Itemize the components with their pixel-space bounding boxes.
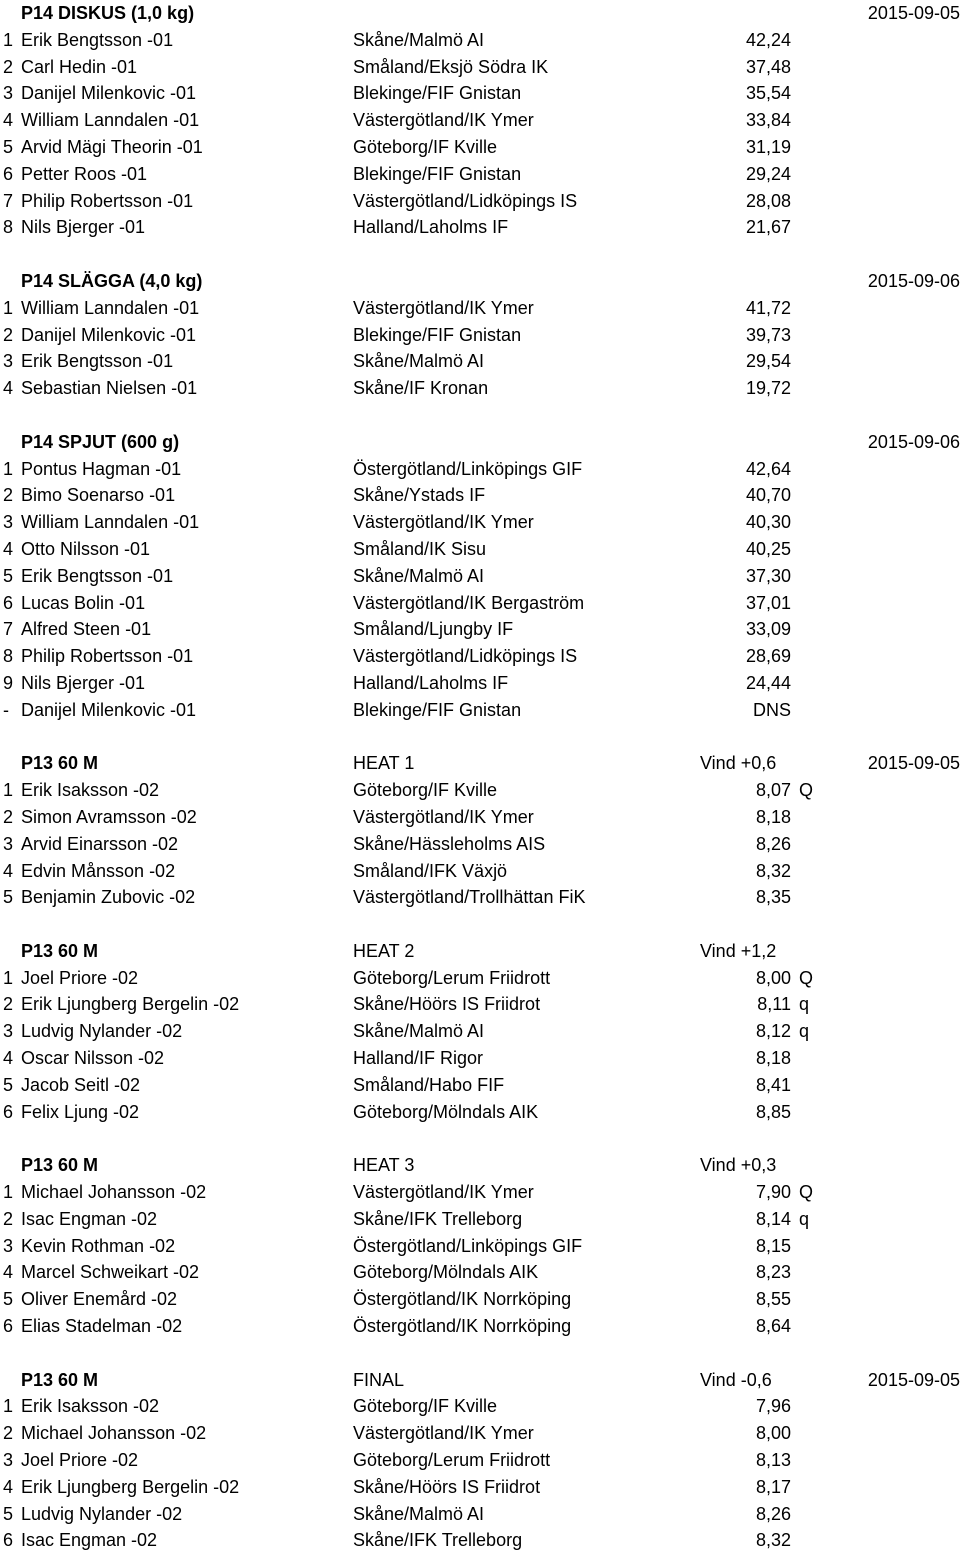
result-value: 8,14 [755,1208,791,1229]
section-spacer [0,241,960,268]
result-place: 1 [3,458,14,479]
athlete-club: Västergötland/IK Ymer [353,297,534,318]
qualification-mark: q [799,1021,810,1042]
result-value: 42,24 [745,29,791,50]
result-row [0,563,960,590]
event-date: 2015-09-05 [867,3,960,23]
athlete-club: Göteborg/IF Kville [353,1396,498,1417]
event-section [0,0,960,241]
athlete-club: Skåne/Malmö AI [353,565,485,586]
athlete-club: Östergötland/IK Norrköping [353,1289,572,1310]
result-value: 8,12 [755,1021,791,1042]
result-place: 8 [3,646,14,667]
athlete-name: Edvin Månsson -02 [21,860,176,881]
event-section [0,268,960,402]
result-place: 5 [3,1503,14,1524]
result-value: 8,18 [755,806,791,827]
qualification-mark: Q [799,967,814,988]
event-heat: FINAL [353,1369,405,1390]
result-place: 1 [3,967,14,988]
qualification-mark: q [799,994,810,1015]
event-heat: HEAT 2 [353,940,415,961]
athlete-club: Småland/IK Sisu [353,538,487,559]
result-value: 8,41 [755,1074,791,1095]
result-place: 7 [3,190,14,211]
result-value: DNS [752,699,791,720]
result-row [0,616,960,643]
athlete-club: Småland/IFK Växjö [353,860,508,881]
athlete-name: Erik Bengtsson -01 [21,29,174,50]
athlete-club: Östergötland/Linköpings GIF [353,458,583,479]
result-place: 2 [3,1423,14,1444]
result-value: 28,69 [745,646,791,667]
qualification-mark: Q [799,1182,814,1203]
result-value: 40,30 [745,512,791,533]
result-value: 8,26 [755,1503,791,1524]
result-place: 1 [3,1182,14,1203]
athlete-name: Erik Ljungberg Bergelin -02 [21,1476,240,1497]
athlete-club: Blekinge/FIF Gnistan [353,83,522,104]
event-header [0,429,960,456]
athlete-name: Danijel Milenkovic -01 [21,699,197,720]
result-place: 3 [3,1450,14,1471]
athlete-name: Simon Avramsson -02 [21,806,197,827]
event-heat: HEAT 3 [353,1155,415,1176]
athlete-club: Småland/Habo FIF [353,1074,505,1095]
result-place: 3 [3,351,14,372]
result-row [0,884,960,911]
result-value: 8,32 [755,1530,791,1551]
result-place: 5 [3,887,14,908]
event-title: P14 DISKUS (1,0 kg) [21,3,195,23]
result-place: 6 [3,592,14,613]
result-place: 1 [3,780,14,801]
athlete-name: Alfred Steen -01 [21,619,152,640]
athlete-name: Erik Isaksson -02 [21,1396,160,1417]
result-place: 9 [3,672,14,693]
result-row [0,1259,960,1286]
athlete-club: Halland/IF Rigor [353,1048,484,1069]
result-row [0,991,960,1018]
athlete-name: Pontus Hagman -01 [21,458,182,479]
result-value: 40,25 [745,538,791,559]
result-place: 4 [3,1262,14,1283]
result-row [0,188,960,215]
result-row [0,482,960,509]
result-value: 40,70 [745,485,791,506]
result-value: 24,44 [745,672,791,693]
result-place: 2 [3,56,14,77]
result-row [0,80,960,107]
event-title: P13 60 M [21,940,99,961]
result-value: 8,07 [755,780,791,801]
result-value: 8,13 [755,1450,791,1471]
athlete-club: Skåne/IFK Trelleborg [353,1208,523,1229]
result-row [0,322,960,349]
result-place: 6 [3,1101,14,1122]
result-value: 8,00 [755,967,791,988]
athlete-club: Västergötland/IK Ymer [353,1182,534,1203]
result-value: 31,19 [745,136,791,157]
result-place: 3 [3,1235,14,1256]
result-place: 3 [3,833,14,854]
result-row [0,536,960,563]
result-place: 4 [3,378,14,399]
athlete-club: Skåne/IFK Trelleborg [353,1530,523,1551]
result-value: 33,84 [745,110,791,131]
result-place: 4 [3,860,14,881]
result-place: 5 [3,1289,14,1310]
result-value: 37,01 [745,592,791,613]
result-value: 8,11 [757,994,791,1015]
result-place: 4 [3,1476,14,1497]
athlete-club: Halland/Laholms IF [353,217,509,238]
result-place: 5 [3,1074,14,1095]
athlete-name: William Lanndalen -01 [21,297,200,318]
result-row [0,54,960,81]
result-place: 5 [3,136,14,157]
result-row [0,348,960,375]
result-place: - [3,699,9,720]
result-row [0,1501,960,1528]
result-place: 5 [3,565,14,586]
result-value: 8,64 [755,1316,791,1337]
result-row [0,1018,960,1045]
athlete-name: William Lanndalen -01 [21,110,200,131]
athlete-club: Göteborg/Lerum Friidrott [353,1450,551,1471]
event-header [0,938,960,965]
result-place: 6 [3,1316,14,1337]
result-value: 41,72 [745,297,791,318]
athlete-name: Joel Priore -02 [21,967,139,988]
athlete-club: Blekinge/FIF Gnistan [353,163,522,184]
event-section [0,938,960,1126]
athlete-club: Göteborg/IF Kville [353,780,498,801]
result-row [0,456,960,483]
athlete-name: Felix Ljung -02 [21,1101,140,1122]
result-value: 29,54 [745,351,791,372]
event-date: 2015-09-05 [867,753,960,774]
result-value: 37,30 [745,565,791,586]
result-place: 4 [3,538,14,559]
athlete-club: Halland/Laholms IF [353,672,509,693]
athlete-club: Göteborg/IF Kville [353,136,498,157]
section-spacer [0,911,960,938]
athlete-name: Erik Isaksson -02 [21,780,160,801]
result-row [0,1527,960,1554]
athlete-club: Västergötland/IK Ymer [353,110,534,131]
result-value: 8,18 [755,1048,791,1069]
athlete-club: Göteborg/Mölndals AIK [353,1262,539,1283]
athlete-club: Västergötland/Lidköpings IS [353,646,578,667]
result-row [0,590,960,617]
result-value: 21,67 [745,217,791,238]
event-heat: HEAT 1 [353,753,415,774]
event-header [0,1367,960,1394]
section-spacer [0,724,960,751]
event-section [0,429,960,724]
athlete-name: Jacob Seitl -02 [21,1074,141,1095]
result-row [0,670,960,697]
athlete-name: Joel Priore -02 [21,1450,139,1471]
athlete-name: Bimo Soenarso -01 [21,485,176,506]
result-place: 3 [3,1021,14,1042]
athlete-club: Göteborg/Mölndals AIK [353,1101,539,1122]
athlete-club: Skåne/Höörs IS Friidrot [353,1476,541,1497]
result-place: 2 [3,324,14,345]
athlete-club: Småland/Eksjö Södra IK [353,56,549,77]
athlete-club: Blekinge/FIF Gnistan [353,324,522,345]
result-place: 2 [3,806,14,827]
athlete-name: Kevin Rothman -02 [21,1235,176,1256]
event-wind: Vind +1,2 [700,940,777,961]
event-header [0,1152,960,1179]
result-row [0,27,960,54]
result-row [0,1420,960,1447]
athlete-name: Michael Johansson -02 [21,1423,207,1444]
result-value: 7,90 [755,1182,791,1203]
result-value: 8,35 [755,887,791,908]
result-row [0,295,960,322]
result-row [0,214,960,241]
result-place: 2 [3,485,14,506]
result-row [0,858,960,885]
event-header [0,268,960,295]
result-place: 2 [3,994,14,1015]
result-value: 8,55 [755,1289,791,1310]
result-value: 29,24 [745,163,791,184]
athlete-name: Nils Bjerger -01 [21,672,146,693]
athlete-name: Isac Engman -02 [21,1530,158,1551]
athlete-name: Danijel Milenkovic -01 [21,83,197,104]
result-place: 3 [3,83,14,104]
event-title: P13 60 M [21,1155,99,1176]
event-title: P14 SPJUT (600 g) [21,431,180,452]
athlete-name: Nils Bjerger -01 [21,217,146,238]
result-row [0,134,960,161]
athlete-name: Marcel Schweikart -02 [21,1262,200,1283]
result-row [0,1045,960,1072]
result-value: 8,26 [755,833,791,854]
athlete-name: Oliver Enemård -02 [21,1289,178,1310]
event-wind: Vind -0,6 [700,1369,772,1390]
athlete-club: Västergötland/IK Ymer [353,1423,534,1444]
athlete-club: Småland/Ljungby IF [353,619,514,640]
athlete-club: Skåne/Malmö AI [353,351,485,372]
result-row [0,1313,960,1340]
athlete-name: Philip Robertsson -01 [21,646,194,667]
athlete-name: Erik Bengtsson -01 [21,351,174,372]
event-section [0,1367,960,1554]
athlete-club: Skåne/Malmö AI [353,1021,485,1042]
event-section [0,750,960,911]
event-section [0,1152,960,1340]
athlete-name: William Lanndalen -01 [21,512,200,533]
result-value: 35,54 [745,83,791,104]
result-row [0,697,960,724]
result-place: 1 [3,297,14,318]
athlete-club: Skåne/Malmö AI [353,29,485,50]
qualification-mark: q [799,1208,810,1229]
result-value: 8,23 [755,1262,791,1283]
result-place: 3 [3,512,14,533]
result-row [0,965,960,992]
athlete-name: Benjamin Zubovic -02 [21,887,196,908]
athlete-club: Skåne/Ystads IF [353,485,486,506]
event-wind: Vind +0,3 [700,1155,777,1176]
event-header [0,750,960,777]
section-spacer [0,1125,960,1152]
event-header [0,0,960,27]
athlete-name: Carl Hedin -01 [21,56,138,77]
result-place: 6 [3,1530,14,1551]
result-place: 1 [3,1396,14,1417]
result-row [0,643,960,670]
result-value: 19,72 [745,378,791,399]
qualification-mark: Q [799,780,814,801]
result-row [0,509,960,536]
athlete-club: Västergötland/Lidköpings IS [353,190,578,211]
result-row [0,107,960,134]
result-row [0,1072,960,1099]
result-value: 8,15 [755,1235,791,1256]
result-row [0,1206,960,1233]
athlete-club: Västergötland/Trollhättan FiK [353,887,586,908]
athlete-name: Oscar Nilsson -02 [21,1048,165,1069]
athlete-name: Philip Robertsson -01 [21,190,194,211]
athlete-club: Västergötland/IK Bergaström [353,592,585,613]
athlete-name: Erik Bengtsson -01 [21,565,174,586]
result-value: 8,00 [755,1423,791,1444]
result-value: 7,96 [755,1396,791,1417]
athlete-name: Isac Engman -02 [21,1208,158,1229]
event-title: P13 60 M [21,753,99,774]
event-wind: Vind +0,6 [700,753,777,774]
result-row [0,1099,960,1126]
result-value: 39,73 [745,324,791,345]
athlete-club: Skåne/IF Kronan [353,378,489,399]
result-row [0,1233,960,1260]
result-row [0,1286,960,1313]
event-title: P14 SLÄGGA (4,0 kg) [21,270,203,291]
result-value: 33,09 [745,619,791,640]
result-row [0,375,960,402]
athlete-club: Göteborg/Lerum Friidrott [353,967,551,988]
athlete-name: Lucas Bolin -01 [21,592,146,613]
result-row [0,1447,960,1474]
athlete-name: Otto Nilsson -01 [21,538,151,559]
result-value: 37,48 [745,56,791,77]
result-place: 6 [3,163,14,184]
result-row [0,1179,960,1206]
athlete-name: Danijel Milenkovic -01 [21,324,197,345]
result-place: 4 [3,110,14,131]
athlete-club: Blekinge/FIF Gnistan [353,699,522,720]
result-place: 1 [3,29,14,50]
result-value: 8,85 [755,1101,791,1122]
athlete-name: Michael Johansson -02 [21,1182,207,1203]
result-place: 7 [3,619,14,640]
result-place: 2 [3,1208,14,1229]
athlete-club: Östergötland/IK Norrköping [353,1316,572,1337]
result-row [0,777,960,804]
athlete-club: Västergötland/IK Ymer [353,806,534,827]
athlete-name: Arvid Einarsson -02 [21,833,179,854]
athlete-name: Elias Stadelman -02 [21,1316,183,1337]
section-spacer [0,1340,960,1367]
athlete-club: Skåne/Hässleholms AIS [353,833,546,854]
result-place: 4 [3,1048,14,1069]
result-place: 8 [3,217,14,238]
athlete-name: Ludvig Nylander -02 [21,1503,183,1524]
result-row [0,831,960,858]
athlete-name: Ludvig Nylander -02 [21,1021,183,1042]
result-value: 42,64 [745,458,791,479]
event-date: 2015-09-06 [867,270,960,291]
athlete-club: Skåne/Malmö AI [353,1503,485,1524]
event-date: 2015-09-05 [867,1369,960,1390]
athlete-name: Petter Roos -01 [21,163,148,184]
event-title: P13 60 M [21,1369,99,1390]
event-date: 2015-09-06 [867,431,960,452]
result-value: 28,08 [745,190,791,211]
section-spacer [0,402,960,429]
athlete-name: Arvid Mägi Theorin -01 [21,136,203,157]
athlete-club: Västergötland/IK Ymer [353,512,534,533]
result-row [0,1393,960,1420]
athlete-club: Östergötland/Linköpings GIF [353,1235,583,1256]
result-row [0,161,960,188]
athlete-name: Erik Ljungberg Bergelin -02 [21,994,240,1015]
result-value: 8,17 [755,1476,791,1497]
athlete-name: Sebastian Nielsen -01 [21,378,198,399]
result-row [0,1474,960,1501]
result-row [0,804,960,831]
athlete-club: Skåne/Höörs IS Friidrot [353,994,541,1015]
result-value: 8,32 [755,860,791,881]
